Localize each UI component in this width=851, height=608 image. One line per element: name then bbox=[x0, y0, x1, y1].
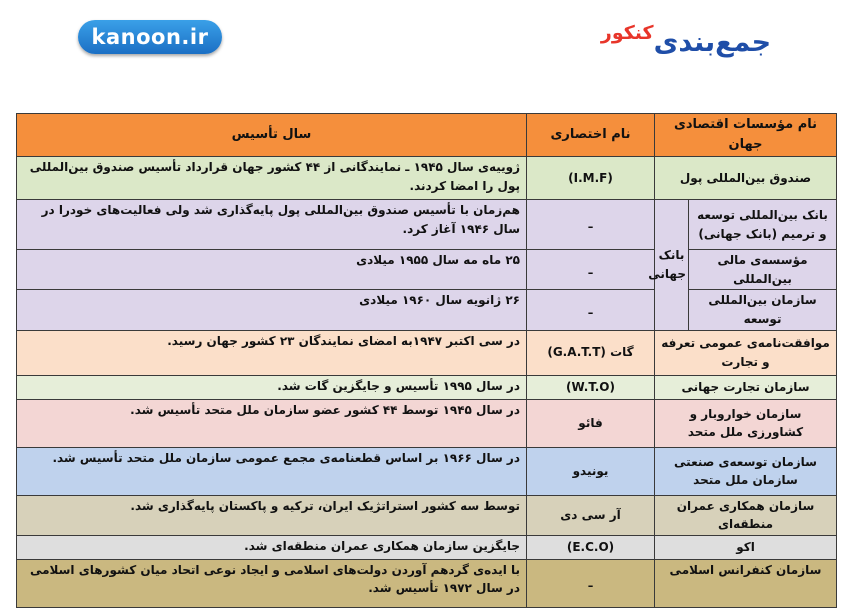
institution-year: جایگزین سازمان همکاری عمران منطقه‌ای شد. bbox=[17, 535, 527, 559]
kanoon-logo[interactable]: kanoon.ir bbox=[78, 20, 222, 54]
header-abbreviation: نام اختصاری bbox=[527, 114, 655, 157]
world-bank-group-label: بانک جهانی bbox=[655, 200, 689, 330]
institution-abbr: ـ bbox=[527, 250, 655, 290]
header-institution-name: نام مؤسسات اقتصادی جهان bbox=[655, 114, 837, 157]
table-row bbox=[17, 157, 837, 200]
institution-year: در سال ۱۹۹۵ تأسیس و جایگزین گات شد. bbox=[17, 375, 527, 399]
institution-abbr: فائو bbox=[527, 399, 655, 447]
table-row bbox=[17, 447, 837, 495]
jambandi-konkur-logo bbox=[596, 18, 776, 58]
institution-name: مؤسسه‌ی مالی بین‌المللی bbox=[689, 250, 837, 290]
table-row bbox=[17, 495, 837, 535]
institution-abbr: (I.M.F) bbox=[527, 157, 655, 200]
institution-name: سازمان همکاری عمران منطقه‌ای bbox=[655, 495, 837, 535]
institution-name: سازمان خواروبار و کشاورزی ملل متحد bbox=[655, 399, 837, 447]
institution-name: سازمان کنفرانس اسلامی bbox=[655, 559, 837, 607]
institution-name: موافقت‌نامه‌ی عمومی تعرفه و تجارت bbox=[655, 330, 837, 375]
institution-name: صندوق بین‌المللی پول bbox=[655, 157, 837, 200]
institution-name: سازمان تجارت جهانی bbox=[655, 375, 837, 399]
table-row bbox=[17, 399, 837, 447]
institution-name: سازمان بین‌المللی توسعه bbox=[689, 290, 837, 330]
institution-year: توسط سه کشور استراتژیک ایران، ترکیه و پاکستان پایه‌گذاری شد. bbox=[17, 495, 527, 535]
institution-abbr: یونیدو bbox=[527, 447, 655, 495]
institution-year: در سال ۱۹۶۶ بر اساس قطعنامه‌ی مجمع عمومی سازمان ملل متحد تأسیس شد. bbox=[17, 447, 527, 495]
institution-name: سازمان توسعه‌ی صنعتی سازمان ملل متحد bbox=[655, 447, 837, 495]
table-row bbox=[17, 250, 837, 290]
table-row bbox=[17, 559, 837, 607]
table-row bbox=[17, 200, 837, 250]
institution-abbr: (E.C.O) bbox=[527, 535, 655, 559]
institution-abbr: (W.T.O) bbox=[527, 375, 655, 399]
header-founding-year: سال تأسیس bbox=[17, 114, 527, 157]
logo-main-text: جمع‌بندی bbox=[653, 27, 772, 58]
institution-year: ژوییه‌ی سال ۱۹۴۵ ـ نمایندگانی از ۴۴ کشور جهان قرارداد تأسیس صندوق بین‌المللی پول را امضا کردند. bbox=[17, 157, 527, 200]
economic-institutions-table bbox=[16, 113, 837, 608]
institution-year: در سال ۱۹۴۵ توسط ۴۴ کشور عضو سازمان ملل متحد تأسیس شد. bbox=[17, 399, 527, 447]
institution-abbr: ـ bbox=[527, 200, 655, 250]
institution-year: در سی اکتبر ۱۹۴۷به امضای نمایندگان ۲۳ کشور جهان رسید. bbox=[17, 330, 527, 375]
table-row bbox=[17, 375, 837, 399]
institution-year: هم‌زمان با تأسیس صندوق بین‌المللی پول پایه‌گذاری شد ولی فعالیت‌های خودرا در سال ۱۹۴۶ آغاز کرد. bbox=[17, 200, 527, 250]
table-row bbox=[17, 330, 837, 375]
logo-accent-text: کنکور bbox=[600, 22, 654, 44]
institution-year: با ایده‌ی گردهم آوردن دولت‌های اسلامی و ایجاد نوعی اتحاد میان کشورهای اسلامی در سال ۱۹۷۲ تأسیس شد. bbox=[17, 559, 527, 607]
institution-abbr: ـ bbox=[527, 559, 655, 607]
institution-abbr: آر سی دی bbox=[527, 495, 655, 535]
institution-year: ۲۶ ژانویه سال ۱۹۶۰ میلادی bbox=[17, 290, 527, 330]
table-row bbox=[17, 290, 837, 330]
institution-name: اکو bbox=[655, 535, 837, 559]
table-header-row bbox=[17, 114, 837, 157]
institution-name: بانک بین‌المللی توسعه و ترمیم (بانک جهانی) bbox=[689, 200, 837, 250]
institution-year: ۲۵ ماه مه سال ۱۹۵۵ میلادی bbox=[17, 250, 527, 290]
institution-abbr: گات (G.A.T.T) bbox=[527, 330, 655, 375]
institution-abbr: ـ bbox=[527, 290, 655, 330]
